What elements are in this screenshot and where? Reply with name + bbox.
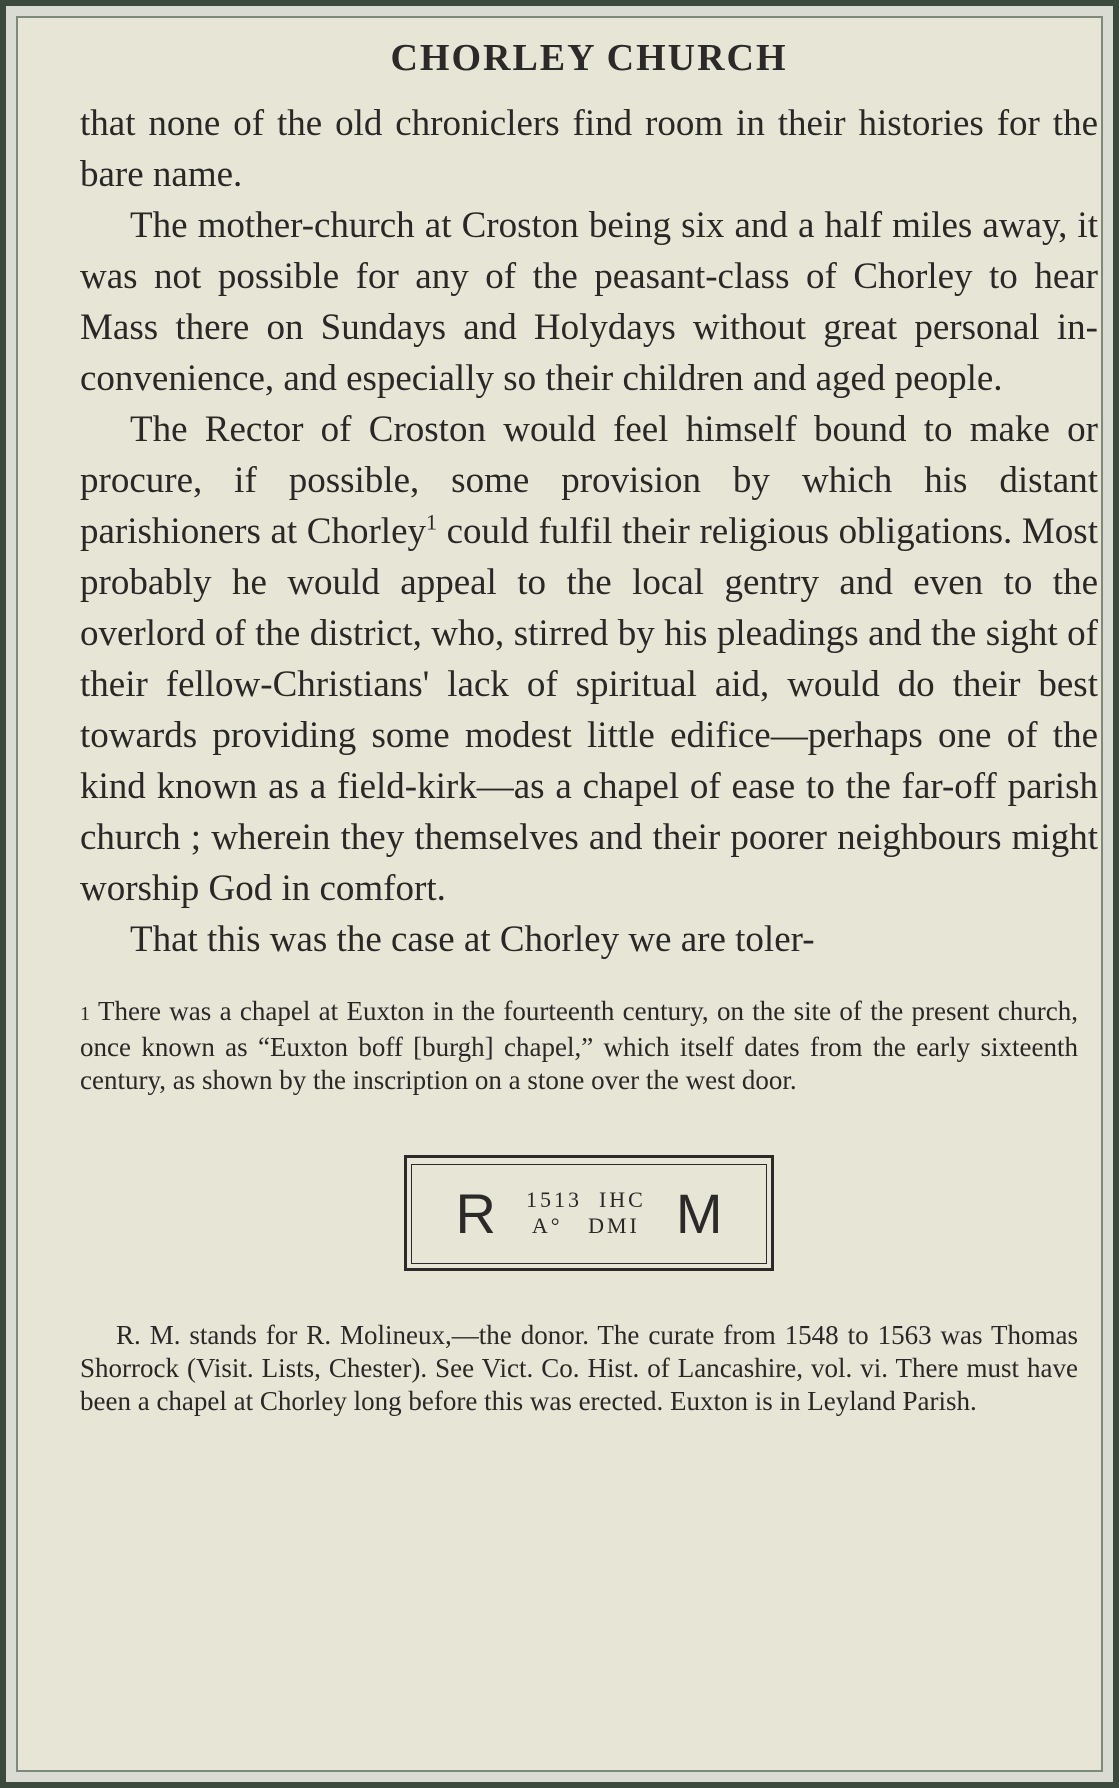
inscription-year: 1513 [525,1187,582,1212]
footnote-reference[interactable]: 1 [426,509,437,535]
inscription-right-letter: M [675,1181,723,1245]
inscription-note: R. M. stands for R. Molineux,—the donor. The curate from 1548 to 1563 was Thomas Shorrock (Visit. Lists, Chester). See Vict. Co. Hist. of Lancashire, vol. vi. There must have been a chapel at Chorley long before this was erected. Euxton is in Leyland Parish. [80,1320,1078,1416]
footnote-text: There was a chapel at Euxton in the fourteenth century, on the site of the present church, once known as “Euxton boff [burgh] chapel,” which itself dates from the early sixteenth century, as shown by the inscription on a stone over the west door. [80,996,1078,1095]
inscription-center [526,1187,646,1239]
inscription-bottom-line [532,1213,640,1239]
body-text [80,98,1098,965]
running-header: CHORLEY CHURCH [390,37,788,79]
inscription-left-letter: R [455,1181,496,1245]
inscription-ihc: IHC [598,1187,646,1212]
paragraph-3-end: could fulfil their religious obligations. Most probably he would appeal to the local gentry and even to the overlord of the district, who, stirred by his pleadings and the sight of their fellow-Christians' lack of spiritual aid, would do their best towards providing some modest little edifice—perhaps one of the kind known as a field-kirk—as a chapel of ease to the far-off parish church ; wherein they themselves and their poorer neighbours might worship God in comfort. [80,511,1098,909]
inscription-stone [404,1155,774,1271]
paragraph-1: that none of the old chroniclers find room in their histories for the bare name. [80,103,1098,195]
inscription-dmi: DMI [588,1213,640,1238]
page-inner-border [16,16,1103,1772]
footnote [80,995,1098,1097]
inscription-top-line [526,1187,646,1213]
paragraph-4: That this was the case at Chorley we are toler- [130,919,815,960]
paragraph-3-start: The Rector of Croston would feel himself bound to make or procure, if possible, some provision by which his distant parishioners at Chorley [80,409,1098,552]
book-page [80,26,1098,1418]
paragraph-2: The mother-church at Croston being six and a half miles away, it was not possible for any of the peasant-class of Chorley to hear Mass there on Sundays and Holydays without great personal in-convenience, and especially so their children and aged people. [80,205,1098,399]
footnote-number: 1 [80,1003,90,1025]
inscription-anno: A° [531,1213,563,1238]
paragraph-3 [80,404,1098,914]
